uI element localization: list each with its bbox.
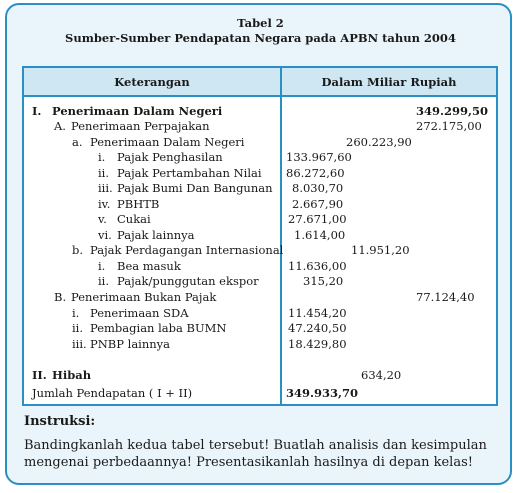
row-value: 1.614,00 <box>294 228 346 242</box>
row-number: iii. <box>98 181 113 195</box>
row-value: 349.299,50 <box>416 104 489 118</box>
header-keterangan: Keterangan <box>114 75 190 89</box>
row-number: ii. <box>72 321 84 335</box>
table-row <box>24 135 496 150</box>
table-row <box>24 243 496 258</box>
row-number: vi. <box>98 228 112 242</box>
row-label: Bea masuk <box>117 259 181 273</box>
row-label: Penerimaan SDA <box>90 306 189 320</box>
table-header <box>24 68 496 97</box>
row-number: I. <box>32 104 42 118</box>
row-value: 18.429,80 <box>288 337 347 351</box>
row-value: 272.175,00 <box>416 119 482 133</box>
row-number: A. <box>54 119 66 133</box>
row-value: 77.124,40 <box>416 290 475 304</box>
row-label: PBHTB <box>117 197 160 211</box>
row-label: Pajak Bumi Dan Bangunan <box>117 181 273 195</box>
row-number: II. <box>32 368 47 382</box>
row-number: i. <box>72 306 80 320</box>
header-amount: Dalam Miliar Rupiah <box>321 75 457 89</box>
row-label: Pembagian laba BUMN <box>90 321 227 335</box>
row-number: i. <box>98 259 106 273</box>
row-label: Pajak Pertambahan Nilai <box>117 166 262 180</box>
row-number: i. <box>98 150 106 164</box>
table-title: Tabel 2 <box>237 16 284 30</box>
table-row <box>24 306 496 321</box>
revenue-table <box>22 66 498 406</box>
row-value: 133.967,60 <box>286 150 352 164</box>
row-number: B. <box>54 290 67 304</box>
table-row <box>24 259 496 274</box>
table-row <box>24 337 496 352</box>
row-label: Penerimaan Bukan Pajak <box>71 290 217 304</box>
row-value: 349.933,70 <box>286 386 359 400</box>
row-number: v. <box>98 212 107 226</box>
row-label: Pajak/punggutan ekspor <box>117 274 259 288</box>
row-label: Pajak lainnya <box>117 228 195 242</box>
row-value: 27.671,00 <box>288 212 347 226</box>
row-value: 260.223,90 <box>346 135 412 149</box>
table-row <box>24 104 496 119</box>
row-number: ii. <box>98 274 110 288</box>
row-value: 11.636,00 <box>288 259 347 273</box>
row-label: Cukai <box>117 212 151 226</box>
row-label: Pajak Perdagangan Internasional <box>90 243 284 257</box>
row-label: Pajak Penghasilan <box>117 150 223 164</box>
instruction-heading: Instruksi: <box>24 414 96 429</box>
row-value: 2.667,90 <box>292 197 344 211</box>
table-row <box>24 150 496 165</box>
table-row <box>24 274 496 289</box>
row-label: PNBP lainnya <box>90 337 171 351</box>
instruction-text: Bandingkanlah kedua tabel tersebut! Buatlah analisis dan kesimpulan mengenai perbedaannya! Presentasikanlah hasilnya di depan kelas! <box>24 438 487 470</box>
row-label: Penerimaan Dalam Negeri <box>52 104 223 118</box>
row-value: 8.030,70 <box>292 181 344 195</box>
table-row <box>24 321 496 336</box>
table-row <box>24 181 496 196</box>
table-row <box>24 290 496 305</box>
table-row <box>24 368 496 383</box>
row-number: ii. <box>98 166 110 180</box>
table-row <box>24 166 496 181</box>
row-number: b. <box>72 243 84 257</box>
row-value: 11.951,20 <box>351 243 410 257</box>
table-row <box>24 212 496 227</box>
table-row <box>24 228 496 243</box>
table-row <box>24 386 496 401</box>
row-label: Hibah <box>52 368 92 382</box>
row-value: 315,20 <box>303 274 344 288</box>
row-value: 11.454,20 <box>288 306 347 320</box>
row-number: iii. <box>72 337 87 351</box>
row-label: Penerimaan Perpajakan <box>71 119 210 133</box>
row-label: Jumlah Pendapatan ( I + II) <box>32 386 193 400</box>
row-value: 47.240,50 <box>288 321 347 335</box>
row-number: a. <box>72 135 83 149</box>
row-value: 634,20 <box>361 368 402 382</box>
table-row <box>24 119 496 134</box>
table-row <box>24 197 496 212</box>
row-label: Penerimaan Dalam Negeri <box>90 135 245 149</box>
row-value: 86.272,60 <box>286 166 345 180</box>
table-subtitle: Sumber-Sumber Pendapatan Negara pada APBN tahun 2004 <box>65 31 456 45</box>
row-number: iv. <box>98 197 111 211</box>
